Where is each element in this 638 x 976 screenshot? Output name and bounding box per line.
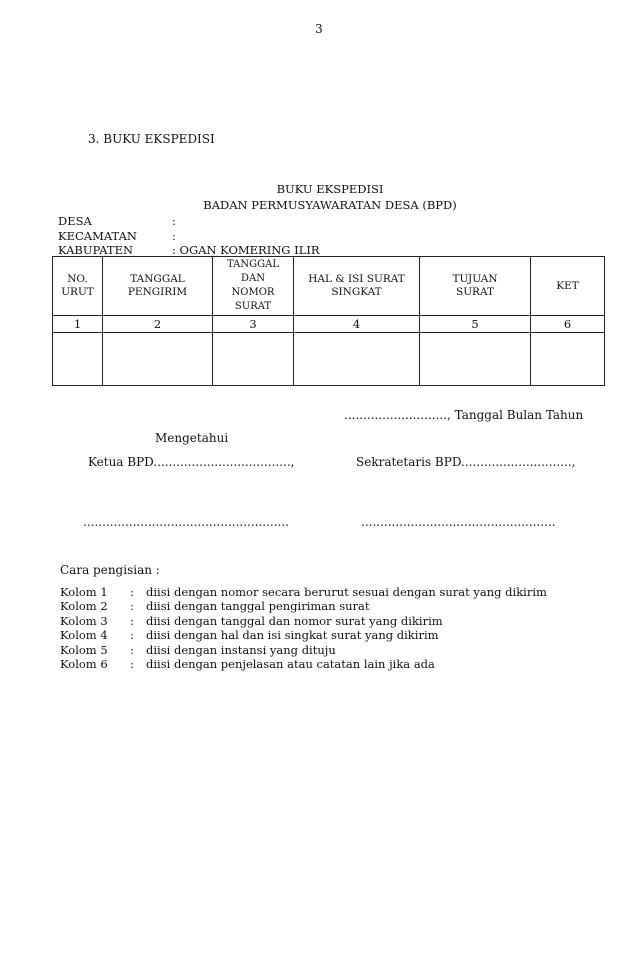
- kolom-row-1: Kolom 1 : diisi dengan nomor secara berurut sesuai dengan surat yang dikirim: [60, 585, 547, 599]
- field-label: KECAMATAN: [58, 229, 137, 243]
- table-header-row: [53, 257, 605, 316]
- table-row: [53, 333, 605, 386]
- ketua-signature-label: Ketua BPD....................................,: [88, 455, 295, 469]
- column-number: 1: [53, 316, 103, 333]
- ledger-table: [52, 256, 605, 386]
- header-ket: KET: [531, 257, 605, 316]
- kolom-row-3: Kolom 3 : diisi dengan tanggal dan nomor surat yang dikirim: [60, 614, 443, 628]
- field-value: :: [172, 229, 176, 243]
- column-number: 5: [420, 316, 531, 333]
- header-tujuan-surat: TUJUAN SURAT: [420, 257, 531, 316]
- cara-pengisian-title: Cara pengisian :: [60, 563, 160, 577]
- field-kecamatan: [58, 229, 176, 243]
- ketua-signature-line: ......................................................: [83, 515, 289, 529]
- kolom-row-2: Kolom 2 : diisi dengan tanggal pengiriman surat: [60, 599, 370, 613]
- column-number: 2: [103, 316, 213, 333]
- field-value: :: [172, 214, 176, 228]
- kolom-row-6: Kolom 6 : diisi dengan penjelasan atau catatan lain jika ada: [60, 657, 435, 671]
- sekretaris-signature-label: Sekratetaris BPD.............................,: [356, 455, 576, 469]
- column-number: 4: [294, 316, 420, 333]
- header-hal-isi-surat: HAL & ISI SURAT SINGKAT: [294, 257, 420, 316]
- sekretaris-signature-line: ...................................................: [361, 515, 556, 529]
- page-number: 3: [315, 22, 323, 36]
- table-cell: [531, 333, 605, 386]
- table-cell: [103, 333, 213, 386]
- table-cell: [213, 333, 294, 386]
- table-cell: [53, 333, 103, 386]
- table-cell: [294, 333, 420, 386]
- field-value: : OGAN KOMERING ILIR: [172, 243, 320, 257]
- kolom-row-5: Kolom 5 : diisi dengan instansi yang dituju: [60, 643, 336, 657]
- document-subtitle: BADAN PERMUSYAWARATAN DESA (BPD): [203, 198, 457, 212]
- column-number: 6: [531, 316, 605, 333]
- header-tanggal-pengirim: TANGGAL PENGIRIM: [103, 257, 213, 316]
- table-number-row: [53, 316, 605, 333]
- field-kabupaten: [58, 243, 320, 257]
- kolom-row-4: Kolom 4 : diisi dengan hal dan isi singkat surat yang dikirim: [60, 628, 439, 642]
- document-title: BUKU EKSPEDISI: [276, 182, 384, 196]
- field-label: DESA: [58, 214, 92, 228]
- place-date-line: ..........................., Tanggal Bulan Tahun: [344, 408, 584, 422]
- column-number: 3: [213, 316, 294, 333]
- section-heading: 3. BUKU EKSPEDISI: [88, 132, 215, 146]
- field-label: KABUPATEN: [58, 243, 134, 257]
- table-cell: [420, 333, 531, 386]
- header-no-urut: NO. URUT: [53, 257, 103, 316]
- mengetahui-label: Mengetahui: [155, 431, 229, 445]
- header-tanggal-nomor-surat: TANGGAL DAN NOMOR SURAT: [213, 257, 294, 316]
- field-desa: [58, 214, 176, 228]
